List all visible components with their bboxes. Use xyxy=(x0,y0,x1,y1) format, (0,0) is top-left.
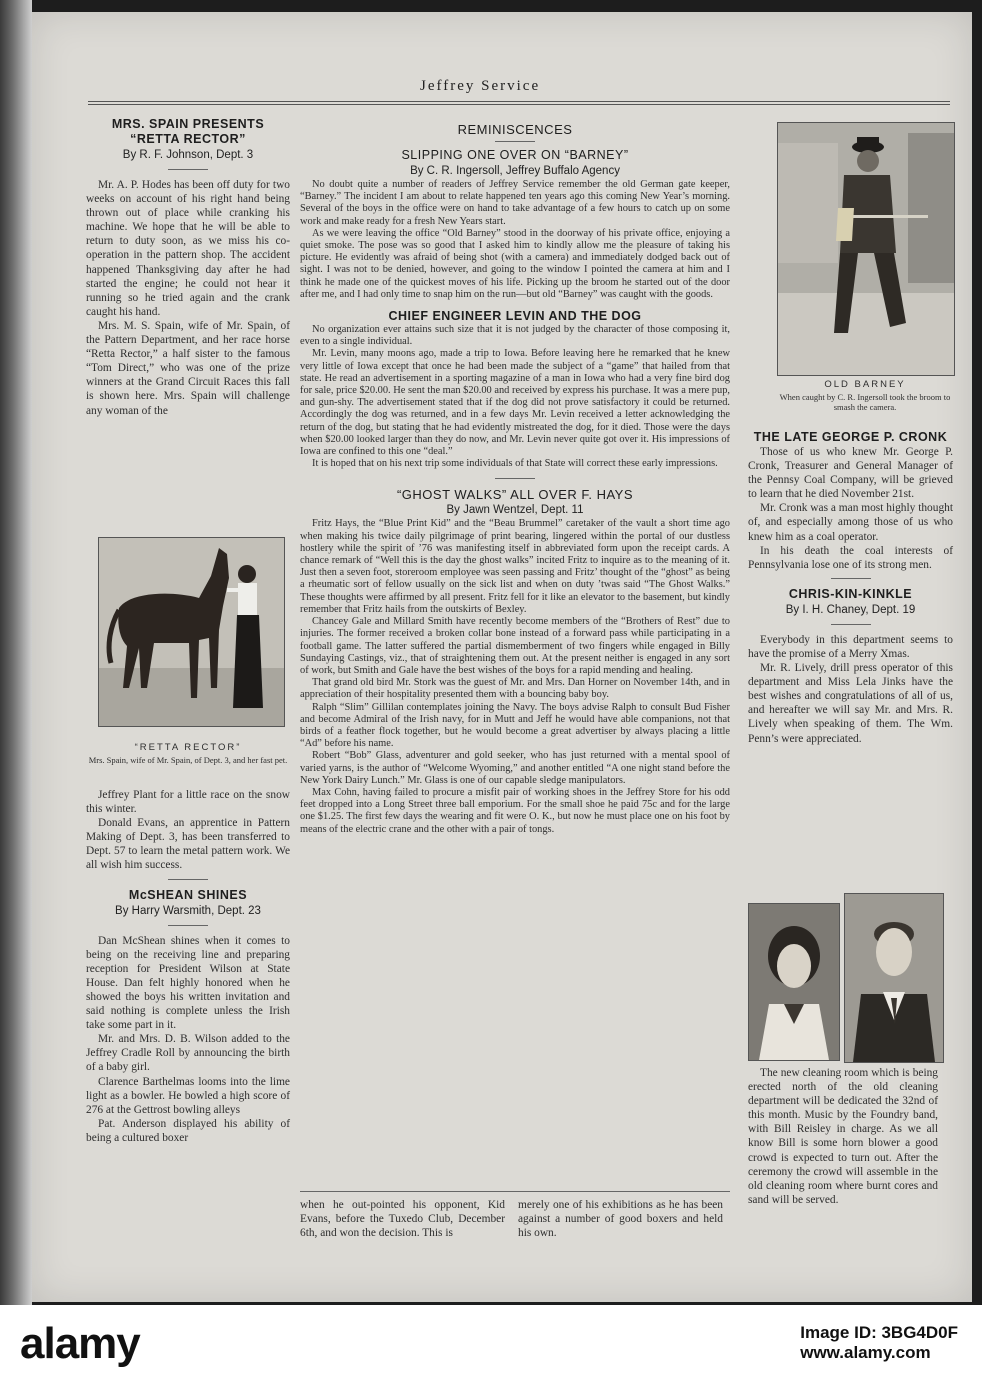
mcshean-byline: By Harry Warsmith, Dept. 23 xyxy=(115,904,261,917)
paragraph: No organization ever attains such size that it is not judged by the character of those composing it, even to a single individual. xyxy=(300,324,730,348)
barney-illustration xyxy=(778,123,954,375)
paragraph: Robert “Bob” Glass, adventurer and gold seeker, who has just returned with a mental spool of varied yarns, is the author of “Welcome Wyoming,” and another entitled “A one night stand before the New York Dairy Lunch.” Mr. Glass is one of our capable sledge manipulators. xyxy=(300,750,730,786)
left-column-continued xyxy=(86,788,290,1145)
paragraph: Chancey Gale and Millard Smith have recently become members of the “Brothers of Rest” due to injuries. The former received a broken collar bone instead of a forward pass while participating in a football game. The latter suffered the partial dismemberment of two fingers while engaged in Billy Sundaying Castings, viz., that of straightening them out. At the present neither is engaged in any sort of work, but Smith and Gale have the best wishes of the boys for a rapid mending and healing. xyxy=(300,616,730,676)
chris-byline: By I. H. Chaney, Dept. 19 xyxy=(785,603,916,616)
short-rule xyxy=(495,141,535,142)
short-rule xyxy=(831,624,871,625)
paragraph: Everybody in this department seems to have the promise of a Merry Xmas. xyxy=(748,633,953,660)
photo-caption-block xyxy=(86,741,290,765)
photo-caption-title: “RETTA RECTOR” xyxy=(134,742,242,753)
image-id: Image ID: 3BG4D0F xyxy=(800,1323,958,1342)
paragraph: Dan McShean shines when it comes to being on the receiving line and preparing reception for President Wilson at State House. Dan felt highly honored when he showed the boys his written invitation and said nothing is complete unless the Irish take some part in it. xyxy=(86,934,290,1032)
cronk-headline: THE LATE GEORGE P. CRONK xyxy=(753,430,948,444)
paragraph: Mr. Cronk was a man most highly thought of, and especially among those of us who knew him as a coal operator. xyxy=(748,502,954,543)
paragraph: Donald Evans, an apprentice in Pattern Making of Dept. 3, has been transferred to Dept. 57 to learn the metal pattern work. We all wish him success. xyxy=(86,817,290,872)
man-portrait-illustration xyxy=(845,894,943,1062)
alamy-logo: alamy xyxy=(20,1319,140,1368)
paragraph: It is hoped that on his next trip some individuals of that State will correct these early impressions. xyxy=(312,458,718,470)
short-rule xyxy=(831,578,871,579)
paragraph: merely one of his exhibitions as he has been against a number of good boxers and held his own. xyxy=(518,1199,723,1240)
short-rule xyxy=(495,478,535,479)
levin-headline: CHIEF ENGINEER LEVIN AND THE DOG xyxy=(388,309,642,324)
right-column xyxy=(748,430,953,746)
barney-caption: When caught by C. R. Ingersoll took the broom to smash the camera. xyxy=(779,392,951,413)
portrait-man xyxy=(844,893,944,1063)
portrait-woman xyxy=(748,903,840,1061)
ghost-byline: By Jawn Wentzel, Dept. 11 xyxy=(446,504,584,517)
masthead: Jeffrey Service xyxy=(420,78,541,94)
boxer-left xyxy=(300,1198,505,1240)
short-rule xyxy=(168,169,208,170)
barney-byline: By C. R. Ingersoll, Jeffrey Buffalo Agency xyxy=(410,165,620,177)
paragraph: Mr. R. Lively, drill press operator of this department and Miss Lela Jinks have the best wishes and congratulations of all of us, and hereafter we will say Mr. and Mrs. R. Lively when speaking of them. The Wm. Penn’s were appreciated. xyxy=(748,662,953,745)
short-rule xyxy=(168,879,208,880)
photo-caption: Mrs. Spain, wife of Mr. Spain, of Dept. 3, and her fast pet. xyxy=(88,755,288,766)
paragraph: when he out-pointed his opponent, Kid Evans, before the Tuxedo Club, December 6th, and won the decision. This is xyxy=(300,1199,505,1240)
paragraph: The new cleaning room which is being erected north of the old cleaning department will be dedicated the 32nd of this month. Music by the Foundry band, with Bill Reisley in charge. As we all know Bill is some horn blower a good crowd is expected to turn out. After the ceremony the crowd will assemble in the old cleaning room where burnt cores and sand will be served. xyxy=(748,1067,938,1206)
barney-caption-title: OLD BARNEY xyxy=(824,379,906,390)
retta-rector-photo xyxy=(98,537,285,727)
paragraph: Mr. and Mrs. D. B. Wilson added to the Jeffrey Cradle Roll by announcing the birth of a baby girl. xyxy=(86,1033,290,1074)
paragraph: Max Cohn, having failed to procure a misfit pair of working shoes in the Jeffrey Store for his odd feet dropped into a Long Street three ball emporium. For the small shoe he paid 75c and for the large one $1.25. The first few days the wearing and fit were O. K., but now he must place one on his foot by means of the electric crane and the other with a pair of tongs. xyxy=(300,786,730,835)
woman-portrait-illustration xyxy=(749,904,839,1060)
paragraph: As we were leaving the office “Old Barney” stood in the doorway of his private office, enjoying a quiet smoke. The pose was so good that I asked him to kindly allow me the pleasure of taking his picture. He evidently was afraid of being shot (with a camera) and immediately dodged back out of sight. I was not to be denied, however, and going to the window I pointed the camera at him and I think he made one of the quickest moves of his life. Picking up the broom he started out of the door after me, and I had only time to snap him on the run—but old “Barney” was caught with the goods. xyxy=(300,227,730,300)
reminiscences-section: REMINISCENCES xyxy=(457,122,573,137)
right-column-bottom xyxy=(748,1066,938,1207)
section-rule xyxy=(300,1191,730,1192)
paragraph: Those of us who knew Mr. George P. Cronk, Treasurer and General Manager of the Pennsy Coal Company, will be grieved to learn that he died November 21st. xyxy=(748,446,953,501)
paragraph: That grand old bird Mr. Stork was the guest of Mr. and Mrs. Dan Horner on November 14th, and in appreciation of their hospitality presented them with a bouncing baby boy. xyxy=(300,677,730,701)
paragraph: In his death the coal interests of Pennsylvania lose one of its strong men. xyxy=(748,544,953,571)
watermark xyxy=(0,1305,982,1390)
middle-column xyxy=(300,122,730,836)
spain-headline-1: MRS. SPAIN PRESENTS xyxy=(111,117,265,131)
paragraph: Clarence Barthelmas looms into the lime light as a bowler. He bowled a high score of 276 at the Gettrost bowling alleys xyxy=(86,1075,290,1116)
paragraph: Ralph “Slim” Gillilan contemplates joining the Navy. The boys advise Ralph to consult Bud Fisher and become Admiral of the Irish navy, for in Mutt and Jeff he would have able companions, not that birds of a feather flock together, but he would become a great advertiser by always placing a little “Ad” before his name. xyxy=(300,701,730,750)
short-rule xyxy=(168,925,208,926)
spain-headline-2: “RETTA RECTOR” xyxy=(130,132,246,146)
paragraph: Mrs. M. S. Spain, wife of Mr. Spain, of the Pattern Department, and her race horse “Retta Rector,” a half sister to the famous “Tom Direct,” who was one of the prize winners at the Grand Circuit Races this fall is shown here. Mrs. Spain will challenge any woman of the xyxy=(86,319,290,417)
paragraph: Pat. Anderson displayed his ability of being a cultured boxer xyxy=(86,1117,290,1144)
paragraph: Mr. Levin, many moons ago, made a trip to Iowa. Before leaving here he remarked that he knew very little of Iowa except that once he had been made the subject of a “game” that hailed from that state. He read an advertisement in a sporting magazine of a man in Iowa who had a very fine bird dog for sale, price $20.00. He sent the man $20.00 and received by express his purchase. It was a mere pup, and gun-shy. The advertisement stated that if the dog did not prove satisfactory it could be returned. Accordingly the dog was returned, and in a few days Mr. Levin received a letter acknowledging the return of the dog, but stating that he had evidently mistreated the dog, for it died. Those were the days when $20.00 looked larger than they do now, and Mr. Levin never quite got over it. His impressions of Iowa are confined to this one “deal.” xyxy=(300,348,730,458)
paragraph: Jeffrey Plant for a little race on the snow this winter. xyxy=(86,789,290,816)
paragraph: Fritz Hays, the “Blue Print Kid” and the “Beau Brummel” caretaker of the vault a short time ago when making his twice daily pilgrimage of print bearing, lingered within the portal of our dustless hostlery while the spirit of ’76 was manifesting itself in abbreviated form upon the receipt cards. A chance remark of “Well this is the day the ghost walks” incited Fritz to inquire as to the meaning of it. Just then a seven foot, storeroom employee was seen passing and Fritz’ thought of the “ghost” as being a rheumatic sort of fellow usually on the sick list and when on duty ’twas said “The Ghost Walks.” These thoughts were affirmed by all present. Fritz fell for it like an elevator to the basement, but kindly remember that Fritz hails from the outskirts of Bexley. xyxy=(300,518,730,615)
watermark-info xyxy=(800,1323,958,1363)
masthead-rule xyxy=(88,101,950,105)
boxer-right xyxy=(518,1198,723,1240)
book-binding xyxy=(0,0,32,1305)
paragraph: No doubt quite a number of readers of Jeffrey Service remember the old German gate keeper, “Barney.” The incident I am about to relate happened ten years ago this coming New Year’s morning. Several of the boys in the office were on hand to take advantage of a few hours to catch up on some work and make ready for a fresh New Years start. xyxy=(300,179,730,227)
old-barney-photo xyxy=(777,122,955,376)
mcshean-headline: McSHEAN SHINES xyxy=(128,887,248,902)
ghost-headline: “GHOST WALKS” ALL OVER F. HAYS xyxy=(396,487,634,503)
barney-headline: SLIPPING ONE OVER ON “BARNEY” xyxy=(401,148,629,162)
horse-illustration xyxy=(99,538,284,726)
left-column xyxy=(86,117,290,418)
paragraph: Mr. A. P. Hodes has been off duty for two weeks on account of his right hand being thrown out of place while cranking his machine. We hope that he will be able to return to duty soon, as we miss his co-operation in the pattern shop. The accident happened Thanksgiving day after he had started the engine; he could not hear it running so he tried again and the crank caught his hand. xyxy=(86,179,290,318)
alamy-url: www.alamy.com xyxy=(800,1343,931,1362)
barney-caption-block xyxy=(777,378,953,412)
spain-byline: By R. F. Johnson, Dept. 3 xyxy=(122,149,254,161)
chris-headline: CHRIS-KIN-KINKLE xyxy=(788,586,913,601)
